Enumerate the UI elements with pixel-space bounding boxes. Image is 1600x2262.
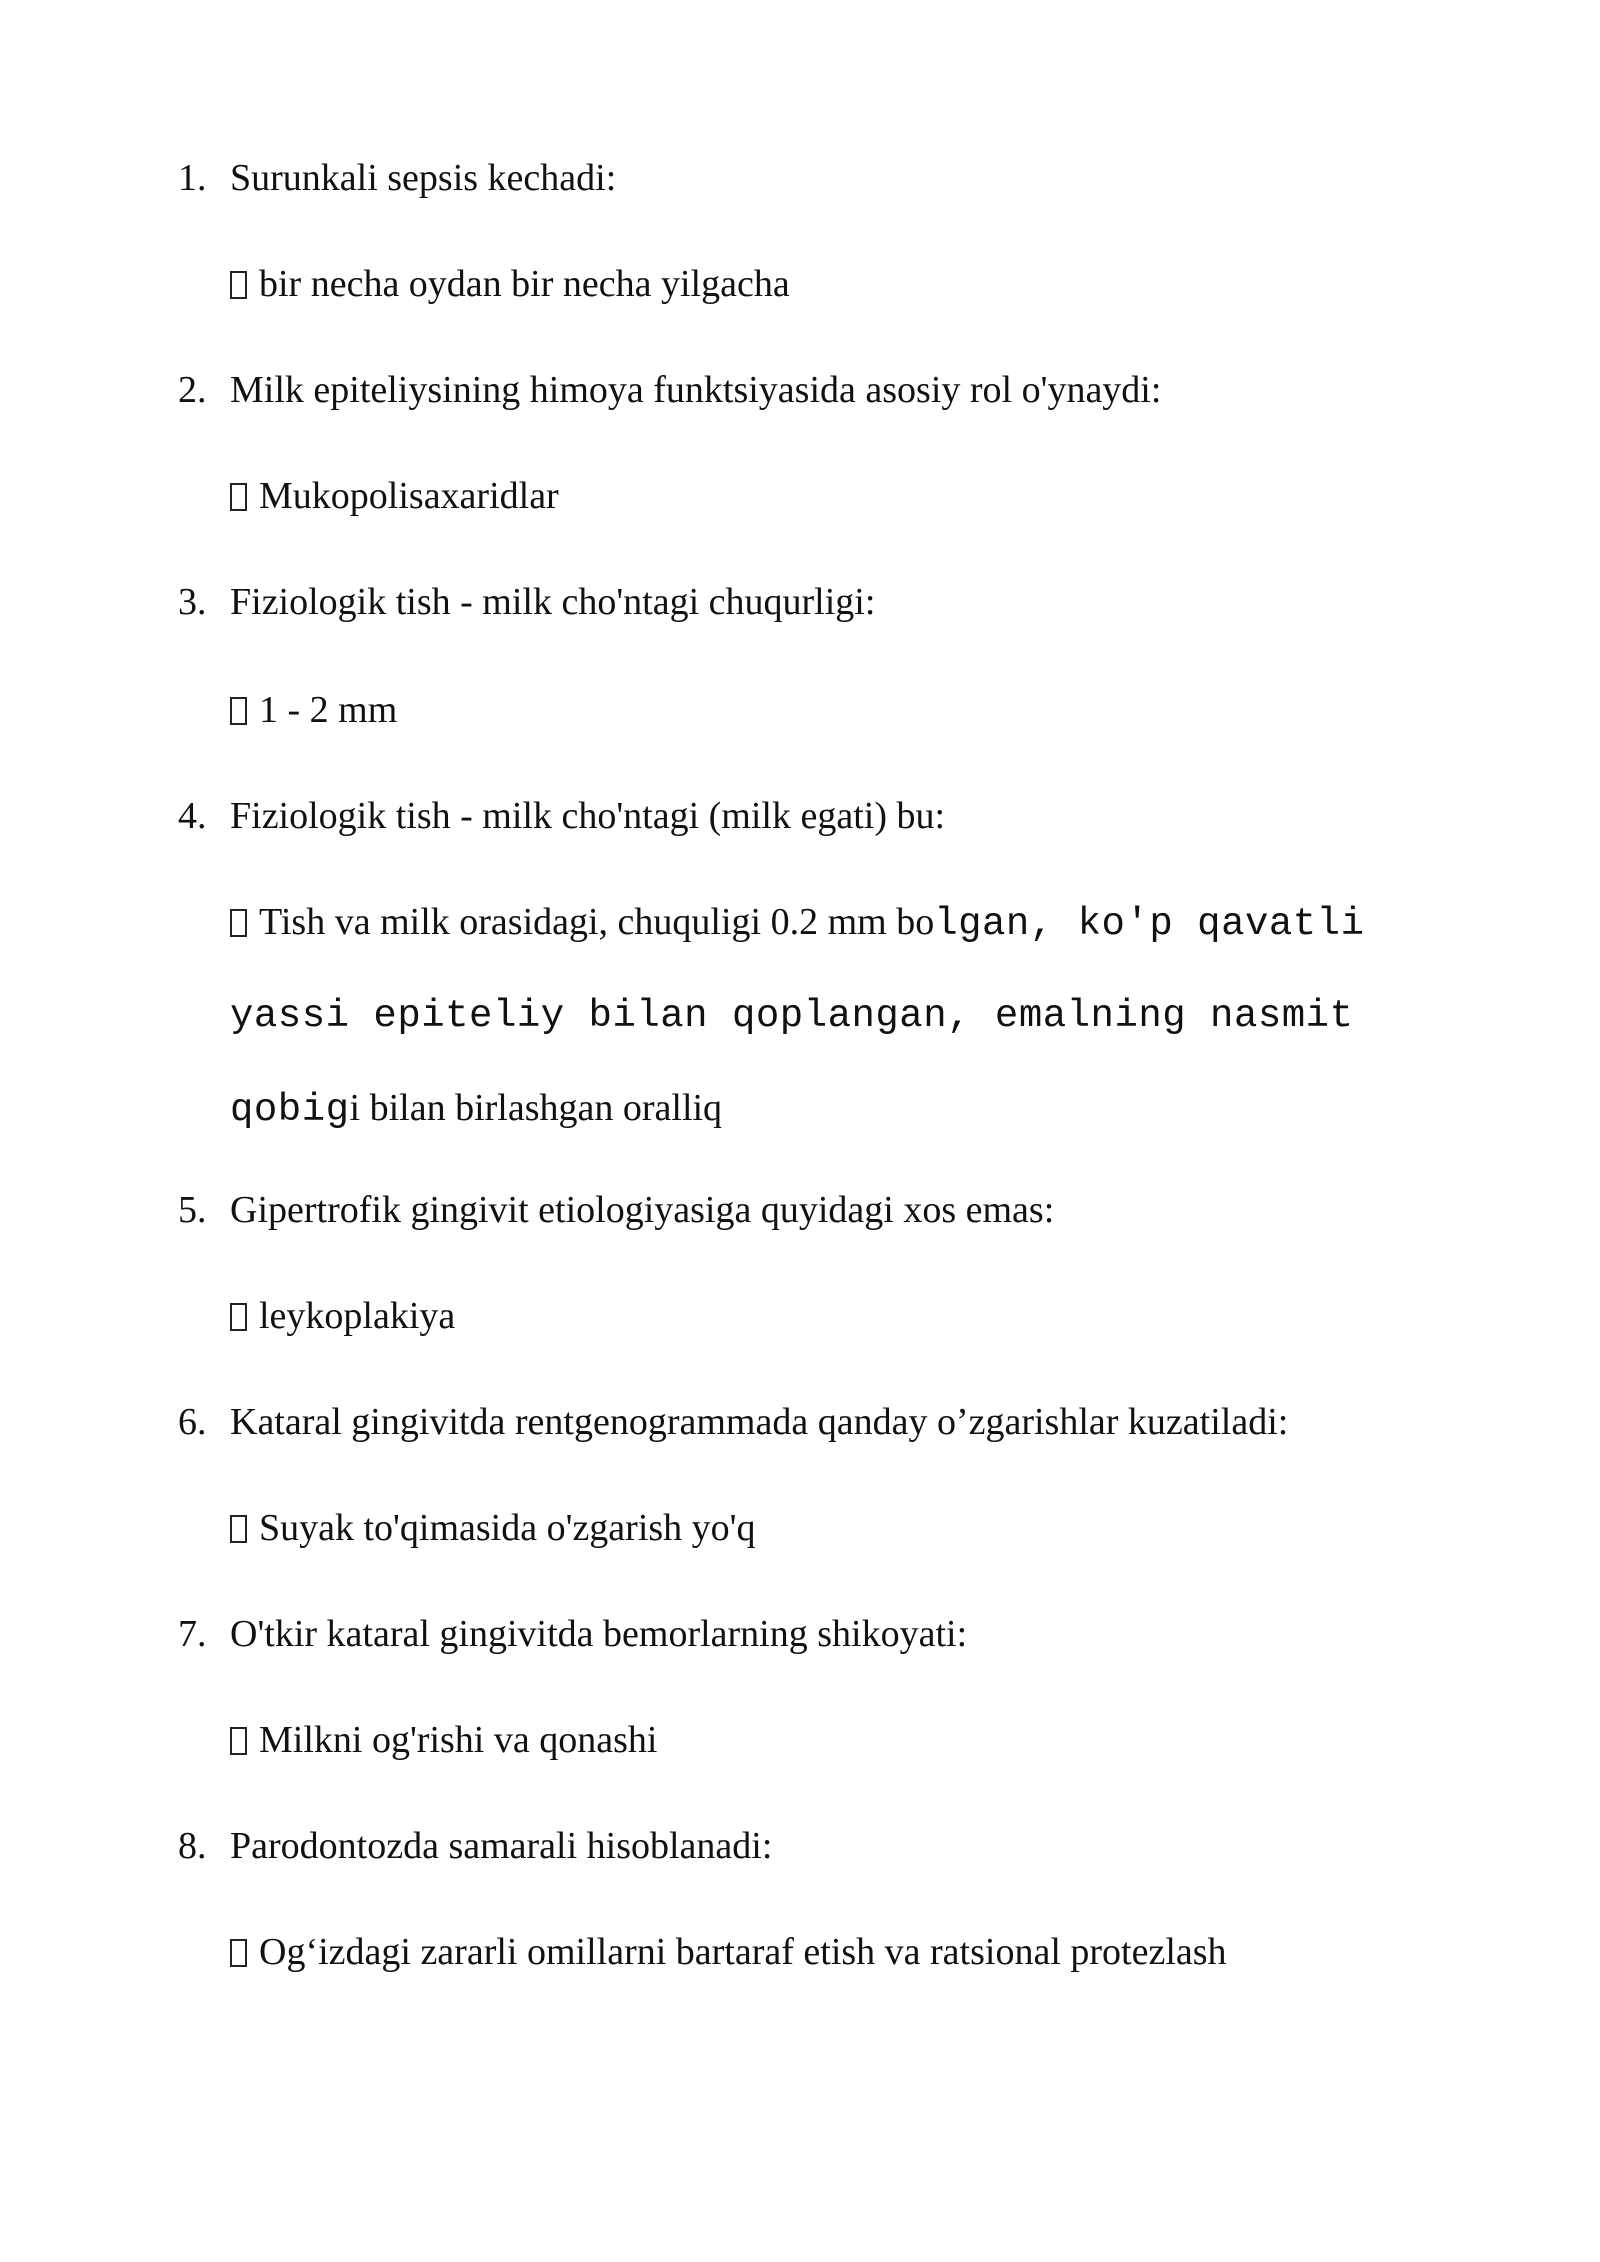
question-text: Kataral gingivitda rentgenogrammada qanday o’zgarishlar kuzatiladi:	[230, 1401, 1289, 1443]
question-text: Gipertrofik gingivit etiologiyasiga quyidagi xos emas:	[230, 1189, 1055, 1231]
question-number: 2.	[178, 369, 207, 411]
answer-text: Og‘izdagi zararli omillarni bartaraf etish va ratsional protezlash	[259, 1931, 1227, 1973]
answer-8	[230, 1928, 1227, 1976]
question-1	[178, 154, 616, 202]
question-text: Fiziologik tish - milk cho'ntagi (milk egati) bu:	[230, 795, 946, 837]
question-number: 3.	[178, 581, 207, 623]
question-text: O'tkir kataral gingivitda bemorlarning shikoyati:	[230, 1613, 968, 1655]
answer-7	[230, 1716, 657, 1764]
answer-6	[230, 1504, 756, 1552]
answer-text-mono: qobig	[230, 1088, 350, 1132]
answer-text: Suyak to'qimasida o'zgarish yo'q	[259, 1507, 756, 1549]
question-text: Surunkali sepsis kechadi:	[230, 157, 617, 199]
question-7	[178, 1610, 967, 1658]
question-text: Fiziologik tish - milk cho'ntagi chuqurligi:	[230, 581, 876, 623]
answer-1	[230, 260, 790, 308]
question-2	[178, 366, 1161, 414]
answer-line	[230, 990, 1353, 1038]
question-number: 4.	[178, 795, 207, 837]
answer-text: leykoplakiya	[259, 1295, 456, 1337]
answer-text: 1 - 2 mm	[259, 689, 398, 731]
answer-text: bir necha oydan bir necha yilgacha	[259, 263, 790, 305]
answer-text: Mukopolisaxaridlar	[259, 475, 559, 517]
answer-text: Milkni og'rishi va qonashi	[259, 1719, 658, 1761]
question-3	[178, 578, 875, 626]
answer-3	[230, 686, 397, 734]
question-8	[178, 1822, 772, 1870]
question-number: 7.	[178, 1613, 207, 1655]
checkbox-glyph-icon	[230, 1515, 247, 1543]
question-text: Milk epiteliysining himoya funktsiyasida asosiy rol o'ynaydi:	[230, 369, 1162, 411]
answer-line	[230, 898, 1365, 946]
question-number: 5.	[178, 1189, 207, 1231]
checkbox-glyph-icon	[230, 909, 247, 937]
checkbox-glyph-icon	[230, 483, 247, 511]
question-5	[178, 1186, 1054, 1234]
checkbox-glyph-icon	[230, 1939, 247, 1967]
question-4	[178, 792, 945, 840]
checkbox-glyph-icon	[230, 1727, 247, 1755]
answer-text-mono: lgan, ko'p qavatli	[934, 902, 1365, 946]
question-text: Parodontozda samarali hisoblanadi:	[230, 1825, 773, 1867]
answer-text-mono: yassi epiteliy bilan qoplangan, emalning nasmit	[230, 994, 1354, 1038]
answer-text: i bilan birlashgan oralliq	[349, 1087, 723, 1129]
question-number: 6.	[178, 1401, 207, 1443]
answer-line	[230, 1084, 722, 1132]
checkbox-glyph-icon	[230, 1303, 247, 1331]
question-number: 1.	[178, 157, 207, 199]
question-6	[178, 1398, 1288, 1446]
checkbox-glyph-icon	[230, 697, 247, 725]
answer-2	[230, 472, 559, 520]
answer-5	[230, 1292, 455, 1340]
checkbox-glyph-icon	[230, 271, 247, 299]
answer-text: Tish va milk orasidagi, chuquligi 0.2 mm bo	[259, 901, 935, 943]
question-number: 8.	[178, 1825, 207, 1867]
